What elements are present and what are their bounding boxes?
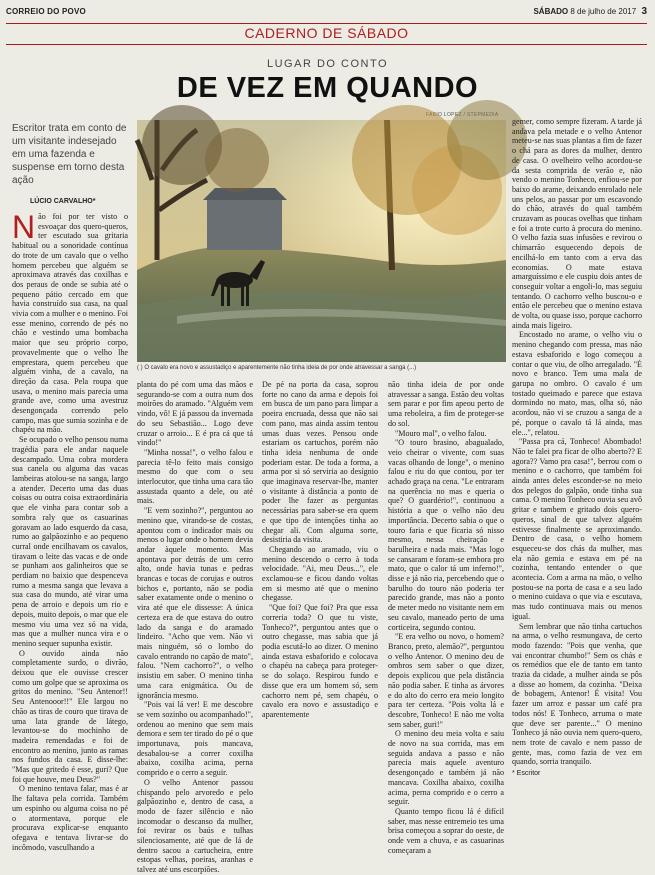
publication-name: CORREIO DO POVO — [6, 7, 86, 16]
article-photo — [137, 120, 506, 362]
page-number: 3 — [641, 6, 647, 17]
issue-date — [533, 6, 647, 17]
page-header — [6, 5, 647, 21]
text-column-2 — [137, 380, 253, 875]
paragraph: Sem lembrar que não tinha cartuchos na arma, o velho resmungava, de certo modo fazendo: "Pois que venha, que vai encontrar chumbo!" Sem os chás e os remédios que ele de tanto em tanto trazia da cidade, a mulher ainda se pôs a disse ao homem, da cozinha. "Deixa de bobagem, Antenor! É visita! Vou fazer um arroz e passar um café pra todos nós! E Tonheco, arruma o mate que deve ser parente..." O menino Tonheco já não ouvia nem quero-quero, nem trote de cavalo e nem passo de gente, mas, como fazia de vez em quando, sorria tranquilo. — [512, 621, 642, 767]
paragraph: gemer, como sempre fizeram. A tarde já andava pela metade e o velho Antenor meteu-se nas suas plantas a fim de fazer o chá para as dores da mulher, dentro de casa. O ovelheiro velho acordou-se da sesta comprida de verão e, não vendo o menino Tonheco, enfiou-se por baixo do arame, deixando enrolado nele uns pelos, ao passar por um escavondo do chão, através do qual também cruzavam as poucas ovelhas que tinham e foi a trote curto à procura do menino. O velho fazia suas infusões e revirou o chimarrão esquecendo depois de encilhá-lo em tanto com a erva das economias. O mate estava amarguíssimo e ele cuspiu dois antes de conseguir voltar a engoli-lo, mas seguiu tentando. O cachorro velho buscou-o e então ele percebeu que o menino estava de volta, ou quase isso, porque cachorro ainda mais ligeiro. — [512, 117, 642, 330]
text-column-1 — [12, 209, 128, 864]
date-day: SÁBADO — [533, 7, 569, 16]
paragraph: "E vem sozinho?", perguntou ao menino que, virando-se de costas, apontou com o indicador mais ou menos o lugar onde o homem devia andar àquele momento. Mas apontava por detrás de um cerro alto, onde havia tunas e pedras brancas e tocas de corujas e outros bichos e, portanto, não se podia saber exatamente onde o menino o vira até que ele dissesse: A única certeza era de que estava do outro lado da sanga e do aramado lindeiro. "Acho que vem. Não vi mais ninguém, só o lombo do cavalo entrando no capão de mato", falou. "Nem cachorro?", o velho insistiu em saber. O menino tinha uma cara enigmática. Ou de ignorância mesmo. — [137, 506, 253, 700]
photo-horse-in-field — [137, 120, 506, 362]
text-column-5 — [512, 117, 642, 864]
article-author: LÚCIO CARVALHO* — [30, 198, 96, 205]
paragraph — [12, 209, 128, 435]
paragraph: planta do pé com uma das mãos e segurando-se com a outra num dos moirões do aramado. "Alguém vem vindo, vô! E já passou da invernada do seu Sebastião... Logo deve cruzar o arroio... E é pra cá que tá vindo!" — [137, 380, 253, 448]
text-column-4 — [388, 380, 504, 864]
article-kicker: LUGAR DO CONTO — [266, 58, 389, 70]
section-bar — [6, 23, 647, 45]
paragraph: O menino deu meia volta e saiu de novo na sua corrida, mas em seguida andava a passo e não parecia mais aquele aventuro desengonçado e também já não mancava. Coxilha abaixo, coxilha acima, perna comprido e o cerro a seguir. — [388, 729, 504, 807]
paragraph: O ouvido ainda não completamente surdo, o divrão, deixou que ele ouvisse crescer como um golpe que se aproxima os gritos do menino. "Seu Antenor!! Seu Antenooor!!" Ele largou no chão as tiras de couro que tirava de uma lata grande de látego, levantou-se do mochinho de madeira remendadas e foi de encontro ao menino, junto as ramas nos fundos da casa. E disse-lhe: "Mas que gritedo é esse, guri? Que foi que houve, meu Deus?" — [12, 648, 128, 784]
date-text: 8 de julho de 2017 — [570, 7, 637, 16]
paragraph: "Que foi? Que foi? Pra que essa correria toda? O que tu viste, Tonheco?", perguntou antes que o outro chegasse, mas sabia que já podia escutá-lo ao dizer. O menino ainda estava esbaforido e colocava o chapéu na cabeça para proteger-se do solaço. Respirou fundo e disse que era um homem só, sem cachorro nem pé, sem chapéu, o cavalo era novo e assustadiço e aparentemente — [262, 603, 378, 719]
drop-cap: N — [12, 209, 36, 245]
photo-caption: ( ) O cavalo era novo e assustadiço e aparentemente não tinha ideia de por onde atravessar a sanga (...) — [137, 365, 417, 371]
paragraph: "E era velho ou novo, o homem? Branco, preto, alemão?", perguntou o velho Antenor. O menino deu de ombros sem saber o que dizer, depois explicou que pela distância não podia saber. E tinha as árvores e do alto do cerro era meio longito para ter certeza. "Pois volta lá e descobre, Tonheco! E não me volta sem saber, guri!" — [388, 632, 504, 729]
article-headline: DE VEZ EM QUANDO — [176, 72, 479, 104]
paragraph: O menino tentava falar, mas é ar lhe faltava pela corrida. Também um espinho ou alguma coisa no pé o atormentava, porque ele procurava explicar-se enquanto ofegava e tentava livrar-se do incômodo, vasculhando a — [12, 784, 128, 852]
paragraph: "Passa pra cá, Tonheco! Abombado! Não te falei pra ficar de olho aberto?? E agora?? Vamo pra casa!", berrou com o menino e o cachorro, que também foi ainda antes deles esconder-se no meio dos pelegos do galpão, onde tinha sua cama. O menino Tonheco ouvia seu avô gritar e tambem e gritado dois quero-queros, sinal de que talvez alguém estivesse finalmente se aproximando. Dentro de casa, o velho homem esqueceu-se dos chás da mulher, mas ela não gemia e estava em pé na cozinha, tentando entender o que acontecia. Com a arma na mão, o velho postou-se na porta de casa e a seu lado o menino cuidava o que via e escutava, mas tudo continuava mais ou menos igual. — [512, 437, 642, 621]
paragraph: De pé na porta da casa, soprou forte no cano da arma e depois foi em busca de um pano para limpar a poeira encruada, dessa que não sai com pano, mas ainda assim tentou umas duas vezes. Pensou onde estariam os cartuchos, porém não tinha ideia nenhuma de onde poderiam estar. De toda a forma, a arma por si só serviria ao desígnio que imaginava reservar-lhe, manter o visitante à distância a ponto de poder lhe fazer as perguntas necessárias para saber-se era quem e que tipo de intenções tinha ao chegar ali. Com alguma sorte, desistiria da visita. — [262, 380, 378, 545]
paragraph: "O touro brasino, abagualado, veio cheirar o vivente, com suas vacas olhando de longe", o menino falou e riu do que contou, por ter achado graça na cena. "Le entraram na querência no mas e queria o que? O guardério!", continuou a história a que o velho não deu importância. Decerto sabia o que o touro faria e que ficaria só nisso mesmo, nessa cheiração e barulheira e nada mais. "Mas logo se cansaram e foram-se embora pro mato, que o calor tá um inferno!", disse e já não ria, percebendo que o barulho do touro não poderia ter parecido grande, mas não a ponto de meter medo no visitante nem em seu cavalo, maneado perto de uma corticeira, segundo contou. — [388, 438, 504, 632]
paragraph: Se ocupado o velho pensou numa tragédia para ele andar naquele descampado. Uma cobra mordera sua canela ou alguma das vacas lambeiras atolou-se na sanga, largo a atender. Decerto uma das duas coisas ou outra coisa extraordinária que ele vinha para contar sob a sombra raly que os casuarinas goravam ao lado esquerdo da casa, rumo ao galpãozinho e ao pequeno curral onde encilhavam os cavalos, tiravam o leite das vacas e de onde se punham aos galinheiros que se perdiam no baixio que despenceva rumo a mesma sanga que levava a sua casa do mundo, até virar uma pena de arroio e depois um rio e depois, muito depois, o mar que ele mesmo viu uma vez só na vida, mas que a mulher nunca vira e o menino sequer supunha existir. — [12, 435, 128, 648]
section-title: CADERNO DE SÁBADO — [244, 25, 409, 41]
paragraph: Encostado no arame, o velho viu o menino chegando com pressa, mas não estava esbaforido e logo começou a contar o que viu, de olho arregalado. "É novo e branco. Tem uma mala de garupa no ombro. O cavalo é um tostado queimado e parece que estava dormindo no mato, mas, olha só, não acordou, não vi se cruzou a sanga de a pé, porque o cavalo tá lá ainda, mas ele...", relatou. — [512, 330, 642, 437]
article-standfirst: Escritor trata em conto de um visitante indesejado em uma fazenda e suspense em torno desta ação — [12, 123, 127, 186]
paragraph: O velho Antenor passou chispando pelo arvoredo e pelo galpãozinho e, dentro de casa, a modo de fazer silêncio e não incomodar o descanso da mulher, foi revirar os baús e tulhas silenciosamente, até que de lá de dentro sacou a cartucheira, entre estopas velhas, poeiras, aranhas e talvez até uns escorpiões. — [137, 777, 253, 875]
paragraph: "Pois vai lá ver! E me descobre se vem sozinho ou acompanhado!", ordenou ao menino que sem mais demora e sem ter tirado do pé o que importunava, pois mancava, desabalou-se a correr coxilha abaixo, coxilha acima, perna comprido e o cerro a seguir. — [137, 700, 253, 778]
paragraph: Quanto tempo ficou lá é difícil saber, mas nesse entremeio tes uma brisa começou a soprar do oeste, de onde vem a chuva, e as casuarinas começaram a — [388, 806, 504, 855]
paragraph: "Minha nossa!", o velho falou e parecia tê-lo feito mais consigo mesmo do que com o seu interlocutor, que tinha uma cara tão assustada quanto a dele, ou até mais. — [137, 447, 253, 506]
paragraph: "Mouro mal", o velho falou. — [395, 428, 487, 438]
paragraph: Chegando ao aramado, viu o menino descendo o cerro à toda velocidade. "Ai, meu Deus...", ele exclamou-se e ficou dando voltas em si mesmo até que o menino chegasse. — [262, 544, 378, 603]
author-signoff: * Escritor — [512, 770, 541, 778]
text-column-3 — [262, 380, 378, 864]
paragraph: não tinha ideia de por onde atravessar a sanga. Estão deu voltas sem parar e por fim apeou perto de uma reboleira, a fim de proteger-se do sol. — [388, 380, 504, 428]
photo-credit: LOPEZ — [443, 112, 462, 118]
paragraph-text: ão foi por ter visto o esvoaçar dos quero-queros, ter escutado sua gritaria habitual ou a sonoridade contínua do trote de um cavalo que o velho homem percebeu que alguém se aproximava através das coxilhas e dos peraus de onde se subia até o pequeno pátio cercado em que havia construído sua casa, na qual vivia com a mulher e o menino. Foi esse menino, correndo de pés no chão e vestindo uma bombacha maior que seu próprio corpo, provavelmente que o velho lhe emprestara, quem percebeu que alguém vinha, de a cavalo, na direção da casa. Pela roupa que usava, o menino mais parecia uma grande ave, como uma avestruz desengonçada correndo pelo campo, mas que sumia sozinha e de chapéu na mão. — [12, 212, 128, 435]
